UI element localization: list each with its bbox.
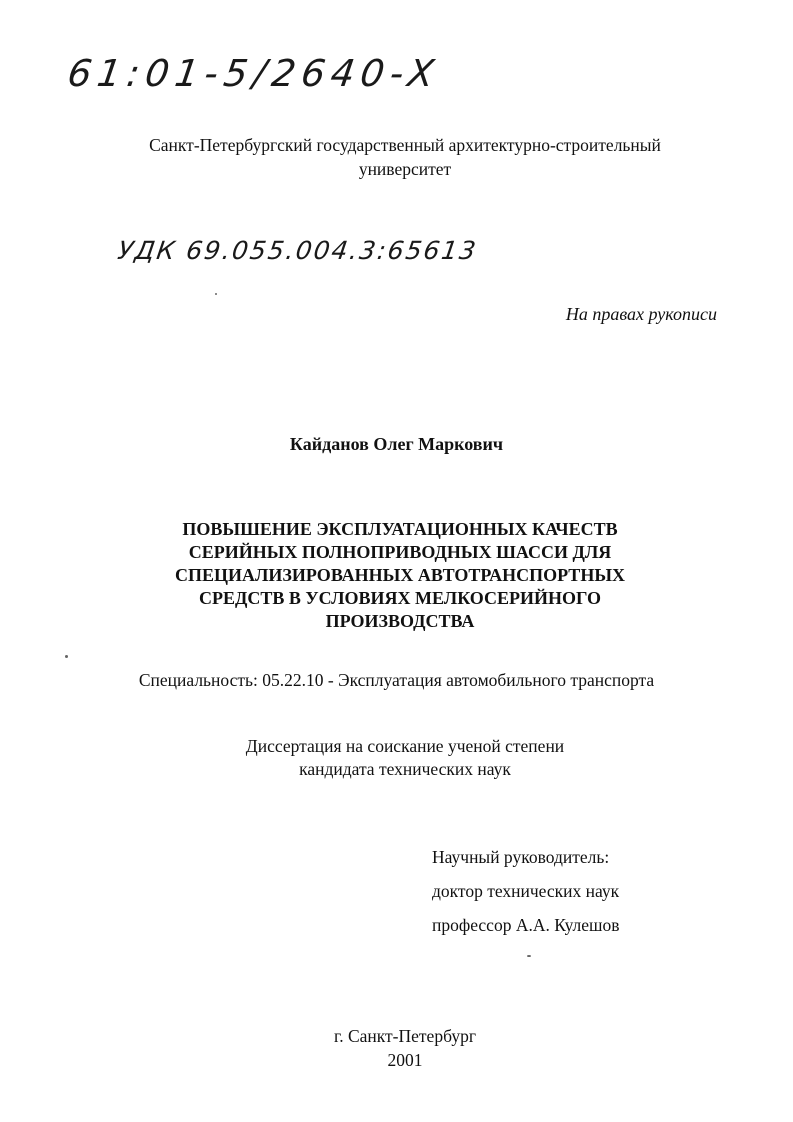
archive-code-handwritten: 61:01-5/2640-X bbox=[64, 52, 443, 95]
supervisor-block bbox=[432, 840, 620, 942]
place-and-year bbox=[240, 1024, 570, 1072]
udc-code-handwritten: УДК 69.055.004.3:65613 bbox=[115, 236, 480, 265]
supervisor-name: профессор А.А. Кулешов bbox=[432, 915, 620, 935]
specialty-line: Специальность: 05.22.10 - Эксплуатация автомобильного транспорта bbox=[138, 670, 655, 690]
supervisor-label: Научный руководитель: bbox=[432, 847, 610, 867]
rights-note: На правах рукописи bbox=[565, 304, 717, 324]
university-line-1: Санкт-Петербургский государственный архитектурно-строительный bbox=[149, 135, 661, 155]
dissertation-title bbox=[150, 518, 650, 633]
scan-speck bbox=[215, 293, 217, 295]
title-line: СРЕДСТВ В УСЛОВИЯХ МЕЛКОСЕРИЙНОГО bbox=[198, 588, 602, 608]
author-name: Кайданов Олег Маркович bbox=[289, 434, 504, 454]
title-line: ПРОИЗВОДСТВА bbox=[325, 611, 475, 631]
title-line: СПЕЦИАЛИЗИРОВАННЫХ АВТОТРАНСПОРТНЫХ bbox=[175, 565, 625, 585]
year: 2001 bbox=[387, 1050, 423, 1070]
university-line-2: университет bbox=[358, 159, 452, 179]
scan-speck bbox=[65, 655, 68, 658]
degree-line-2: кандидата технических наук bbox=[299, 759, 511, 779]
title-line: СЕРИЙНЫХ ПОЛНОПРИВОДНЫХ ШАССИ ДЛЯ bbox=[188, 542, 612, 562]
university-name bbox=[95, 133, 715, 181]
degree-line-1: Диссертация на соискание ученой степени bbox=[245, 736, 565, 756]
title-line: ПОВЫШЕНИЕ ЭКСПЛУАТАЦИОННЫХ КАЧЕСТВ bbox=[182, 519, 618, 539]
supervisor-degree: доктор технических наук bbox=[432, 881, 620, 901]
degree-statement bbox=[200, 735, 610, 781]
scan-speck bbox=[527, 955, 531, 957]
city: г. Санкт-Петербург bbox=[334, 1026, 476, 1046]
